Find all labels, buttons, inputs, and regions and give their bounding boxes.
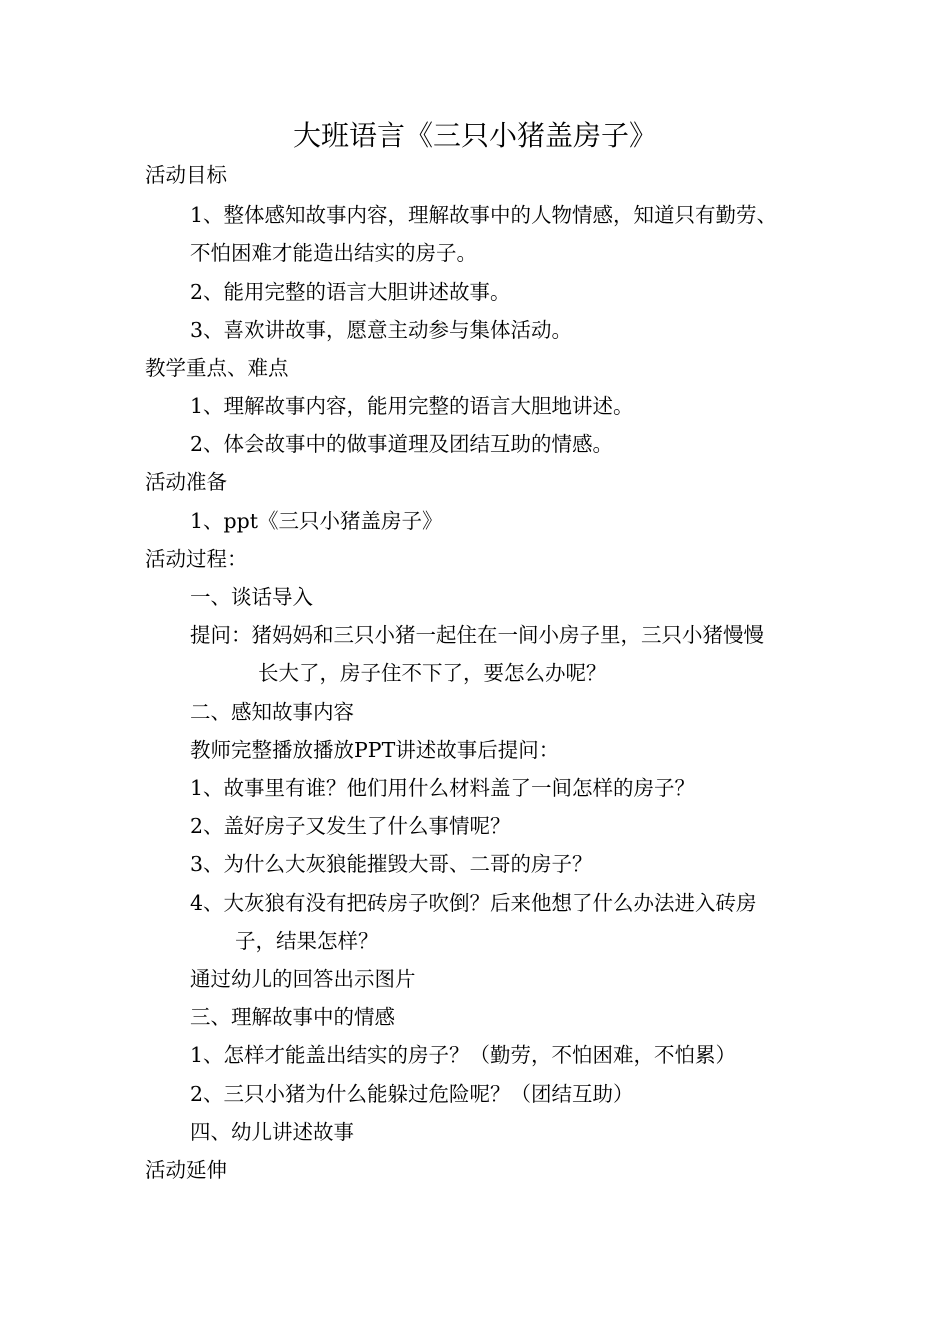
goal-item-1-line-2: 不怕困难才能造出结实的房子。 bbox=[190, 241, 477, 265]
process-step-3-question-1: 1、怎样才能盖出结实的房子？（勤劳，不怕困难，不怕累） bbox=[190, 1043, 737, 1067]
section-heading-preparation: 活动准备 bbox=[145, 470, 227, 494]
goal-item-2: 2、能用完整的语言大胆讲述故事。 bbox=[190, 280, 511, 304]
process-step-2-question-4-line-1: 4、大灰狼有没有把砖房子吹倒？后来他想了什么办法进入砖房 bbox=[190, 891, 757, 915]
section-heading-goals: 活动目标 bbox=[145, 163, 227, 187]
document-title: 大班语言《三只小猪盖房子》 bbox=[292, 119, 657, 152]
focus-item-1: 1、理解故事内容，能用完整的语言大胆地讲述。 bbox=[190, 394, 634, 418]
preparation-item-1: 1、ppt《三只小猪盖房子》 bbox=[190, 509, 443, 533]
process-step-2-question-4-line-2: 子，结果怎样？ bbox=[235, 929, 379, 953]
process-step-1-question-line-2: 长大了，房子住不下了，要怎么办呢？ bbox=[258, 661, 607, 685]
goal-item-3: 3、喜欢讲故事，愿意主动参与集体活动。 bbox=[190, 318, 573, 342]
process-step-2-title: 二、感知故事内容 bbox=[190, 700, 354, 724]
focus-item-2: 2、体会故事中的做事道理及团结互助的情感。 bbox=[190, 432, 614, 456]
process-step-1-question-line-1: 提问：猪妈妈和三只小猪一起住在一间小房子里，三只小猪慢慢 bbox=[190, 623, 764, 647]
process-step-2-note: 通过幼儿的回答出示图片 bbox=[190, 967, 416, 991]
section-heading-extension: 活动延伸 bbox=[145, 1158, 227, 1182]
process-step-3-title: 三、理解故事中的情感 bbox=[190, 1005, 395, 1029]
process-step-2-question-2: 2、盖好房子又发生了什么事情呢？ bbox=[190, 814, 511, 838]
process-step-2-question-3: 3、为什么大灰狼能摧毁大哥、二哥的房子？ bbox=[190, 852, 593, 876]
section-heading-focus: 教学重点、难点 bbox=[145, 356, 289, 380]
section-heading-process: 活动过程： bbox=[145, 547, 248, 571]
goal-item-1-line-1: 1、整体感知故事内容，理解故事中的人物情感，知道只有勤劳、 bbox=[190, 203, 778, 227]
process-step-1-title: 一、谈话导入 bbox=[190, 585, 313, 609]
process-step-2-question-1: 1、故事里有谁？他们用什么材料盖了一间怎样的房子？ bbox=[190, 776, 696, 800]
process-step-3-question-2: 2、三只小猪为什么能躲过危险呢？（团结互助） bbox=[190, 1082, 634, 1106]
process-step-2-intro: 教师完整播放播放PPT讲述故事后提问： bbox=[190, 738, 560, 762]
process-step-4-title: 四、幼儿讲述故事 bbox=[190, 1120, 354, 1144]
